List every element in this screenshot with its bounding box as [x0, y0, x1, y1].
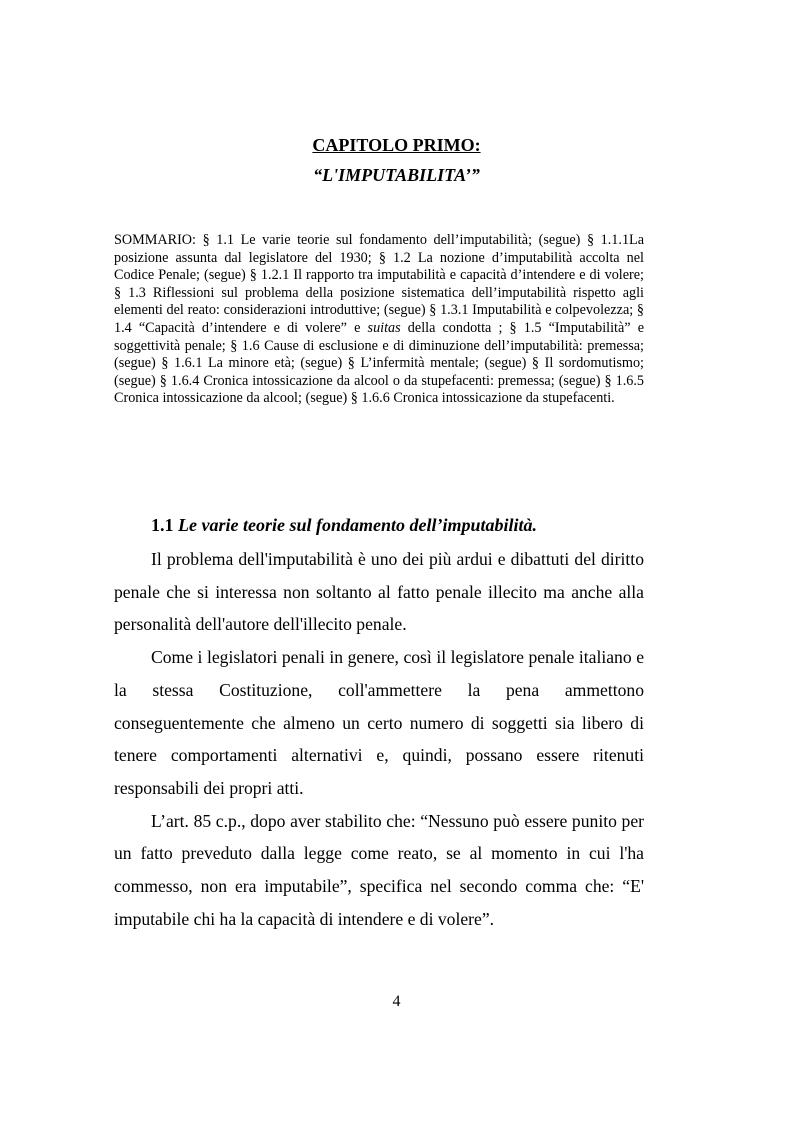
- chapter-title: CAPITOLO PRIMO:: [312, 135, 481, 155]
- section-number: 1.1: [151, 515, 174, 535]
- section-title: Le varie teorie sul fondamento dell’imputabilità.: [178, 515, 537, 535]
- section-heading: [151, 513, 751, 537]
- page-number: 4: [392, 993, 401, 1010]
- summary-paragraph: [114, 232, 644, 408]
- body-paragraph-2: Come i legislatori penali in genere, così il legislatore penale italiano e la stessa Costituzione, coll'ammettere la pena ammettono conseguentemente che almeno un certo numero di soggetti sia libero di tenere comportamenti alternativi e, quindi, possano essere ritenuti responsabili dei propri atti.: [114, 647, 644, 798]
- summary-italic-word: suitas: [367, 319, 401, 336]
- body-text: [114, 543, 644, 935]
- chapter-subtitle: “L'IMPUTABILITA’”: [313, 165, 480, 185]
- body-paragraph-1: Il problema dell'imputabilità è uno dei più ardui e dibattuti del diritto penale che si interessa non soltanto al fatto penale illecito ma anche alla personalità dell'autore dell'illecito penale.: [114, 549, 644, 635]
- summary-text-part1: SOMMARIO: § 1.1 Le varie teorie sul fondamento dell’imputabilità; (segue) § 1.1.1La posizione assunta dal legislatore del 1930; § 1.2 La nozione d’imputabilità accolta nel Codice Penale; (segue) § 1.2.1 Il rapporto tra imputabilità e capacità d’intendere e di volere; § 1.3 Riflessioni sul problema della posizione sistematica dell’imputabilità rispetto agli elementi del reato: considerazioni introduttive; (segue) § 1.3.1 Imputabilità e colpevolezza; § 1.4 “Capacità d’intendere e di volere” e: [114, 232, 644, 336]
- summary-text-part2: della condotta ; § 1.5 “Imputabilità” e soggettività penale; § 1.6 Cause di esclusione e di diminuzione dell’imputabilità: premessa; (segue) § 1.6.1 La minore età; (segue) § L’infermità mentale; (segue) § Il sordomutismo; (segue) § 1.6.4 Cronica intossicazione da alcool o da stupefacenti: premessa; (segue) § 1.6.5 Cronica intossicazione da alcool; (segue) § 1.6.6 Cronica intossicazione da stupefacenti.: [114, 319, 644, 407]
- body-paragraph-3: L’art. 85 c.p., dopo aver stabilito che: “Nessuno può essere punito per un fatto preveduto dalla legge come reato, se al momento in cui l'ha commesso, non era imputabile”, specifica nel secondo comma che: “E' imputabile chi ha la capacità di intendere e di volere”.: [114, 810, 644, 929]
